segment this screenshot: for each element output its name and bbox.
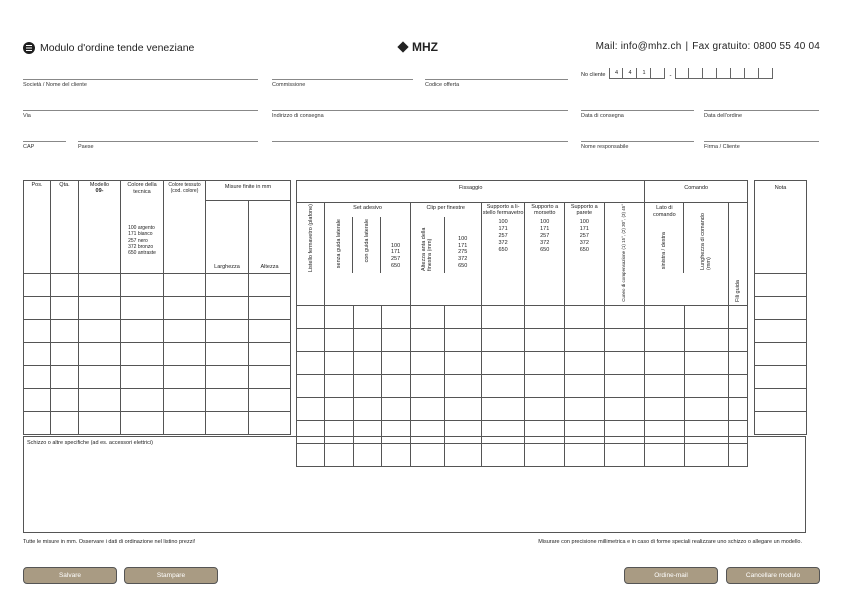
cap-label: CAP: [23, 144, 35, 150]
table-cell[interactable]: [525, 397, 565, 420]
table-row: [24, 320, 291, 343]
code-item: 100: [579, 219, 589, 226]
client-digit[interactable]: [759, 68, 773, 79]
table-cell[interactable]: [121, 389, 164, 412]
title-text: Modulo d'ordine tende veneziane: [40, 42, 195, 54]
table-cell[interactable]: [164, 297, 206, 320]
client-digit[interactable]: [717, 68, 731, 79]
table-cell[interactable]: [525, 374, 565, 397]
set-adesivo-label: Set adesivo: [353, 205, 382, 211]
via-field[interactable]: [23, 110, 258, 111]
supporto-parete-header: [565, 203, 605, 306]
nome-responsabile-field[interactable]: [581, 141, 694, 142]
misure-label: Misure finite in mm: [206, 181, 290, 201]
nota-header: Nota: [755, 181, 807, 274]
code-item: 171: [458, 242, 468, 249]
table-cell[interactable]: [121, 297, 164, 320]
footer-left-note: Tutte le misure in mm. Osservare i dati di ordinazione nel listino prezzi!: [23, 539, 196, 545]
table-cell[interactable]: [604, 328, 645, 351]
fili-label: Fili guida: [734, 279, 741, 302]
table-cell[interactable]: [728, 328, 747, 351]
code-item: 372: [498, 239, 508, 246]
codice-offerta-field[interactable]: [425, 79, 568, 80]
colori-list: [128, 225, 156, 256]
contact-separator: |: [685, 41, 689, 52]
data-ordine-field[interactable]: [704, 110, 819, 111]
order-table-nota: [754, 180, 807, 435]
altezza-anta-label: Altezza anta della finestra (mm): [421, 227, 434, 271]
client-digit[interactable]: 4: [623, 68, 637, 79]
code-item: 171: [540, 225, 550, 232]
clear-form-button[interactable]: Cancellare modulo: [726, 567, 820, 584]
via-label: Via: [23, 113, 31, 119]
table-cell[interactable]: [24, 412, 51, 435]
table-cell[interactable]: [206, 320, 249, 343]
table-cell[interactable]: [684, 351, 728, 374]
code-item: 650: [498, 246, 508, 253]
table-cell[interactable]: [325, 351, 353, 374]
codice-offerta-label: Codice offerta: [425, 82, 460, 88]
table-cell[interactable]: [755, 274, 807, 297]
table-cell[interactable]: [755, 297, 807, 320]
table-cell[interactable]: [755, 366, 807, 389]
table-cell[interactable]: [728, 397, 747, 420]
code-item: 100: [458, 235, 468, 242]
table-cell[interactable]: [206, 412, 249, 435]
code-item: 275: [458, 249, 468, 256]
qta-header: Qta.: [51, 181, 79, 274]
indirizzo-label: Indirizzo di consegna: [272, 113, 324, 119]
table-cell[interactable]: [728, 305, 747, 328]
table-cell[interactable]: [410, 374, 445, 397]
colore-tessuto-header: Colore tessuto (cod. colore): [164, 181, 206, 274]
table-cell[interactable]: [297, 305, 325, 328]
client-digit[interactable]: [745, 68, 759, 79]
table-cell[interactable]: [525, 351, 565, 374]
table-cell[interactable]: [353, 351, 381, 374]
modello-label: Modello: [89, 182, 110, 188]
table-cell[interactable]: [325, 397, 353, 420]
table-cell[interactable]: [410, 351, 445, 374]
clip-codes: [458, 236, 467, 270]
logo-text: MHZ: [412, 40, 438, 54]
table-cell[interactable]: [164, 320, 206, 343]
table-cell[interactable]: [206, 389, 249, 412]
supporto-listello-codes: [498, 219, 507, 253]
data-ordine-label: Data dell'ordine: [704, 113, 743, 119]
table-cell[interactable]: [249, 366, 291, 389]
code-item: 100: [390, 242, 401, 249]
code-item: 257: [498, 232, 508, 239]
table-cell[interactable]: [565, 328, 605, 351]
sinistra-label: sinistra / destra: [661, 231, 668, 269]
table-cell[interactable]: [121, 320, 164, 343]
table-cell[interactable]: [604, 305, 645, 328]
table-cell[interactable]: [79, 297, 121, 320]
table-cell[interactable]: [121, 343, 164, 366]
code-item: 372: [458, 256, 468, 263]
table-cell[interactable]: [249, 343, 291, 366]
colore-tecnica-label: Colore della tecnica: [127, 182, 157, 195]
table-cell[interactable]: [565, 305, 605, 328]
table-cell[interactable]: [481, 397, 525, 420]
pos-header: Pos.: [24, 181, 51, 274]
table-cell[interactable]: [382, 351, 410, 374]
data-consegna-label: Data di consegna: [581, 113, 624, 119]
table-cell[interactable]: [728, 374, 747, 397]
table-row: [297, 328, 748, 351]
footer-right-note: Misurare con precisione millimetrica e in caso di forme speciali realizzare uno schizzo o allegare un modello.: [538, 539, 802, 545]
altezza-header: Altezza: [260, 264, 279, 270]
colore-item: 257 nero: [128, 237, 148, 244]
code-item: 650: [390, 263, 401, 270]
table-cell[interactable]: [481, 374, 525, 397]
code-item: 257: [579, 232, 589, 239]
table-cell[interactable]: [164, 366, 206, 389]
table-cell[interactable]: [525, 328, 565, 351]
table-cell[interactable]: [382, 305, 410, 328]
table-cell[interactable]: [604, 397, 645, 420]
modello-prefix: 09-: [95, 188, 104, 194]
modello-header: [79, 181, 121, 274]
code-item: 650: [540, 246, 550, 253]
table-cell[interactable]: [249, 389, 291, 412]
supporto-morsetto-codes: [540, 219, 549, 253]
table-row: [24, 366, 291, 389]
table-cell[interactable]: [382, 374, 410, 397]
table-cell[interactable]: [24, 389, 51, 412]
table-row: [755, 366, 807, 389]
paese-label: Paese: [78, 144, 94, 150]
table-cell[interactable]: [353, 397, 381, 420]
table-cell[interactable]: [445, 397, 482, 420]
table-cell[interactable]: [51, 320, 79, 343]
client-digit[interactable]: [651, 68, 665, 79]
table-cell[interactable]: [206, 297, 249, 320]
nome-responsabile-label: Nome responsabile: [581, 144, 629, 150]
table-cell[interactable]: [684, 374, 728, 397]
supporto-morsetto-header: [525, 203, 565, 306]
table-cell[interactable]: [164, 412, 206, 435]
table-cell[interactable]: [164, 274, 206, 297]
code-item: 171: [498, 225, 508, 232]
colore-item: 372 bronzo: [128, 243, 154, 250]
table-cell[interactable]: [121, 412, 164, 435]
table-cell[interactable]: [382, 328, 410, 351]
table-row: [755, 412, 807, 435]
con-guida-label: con guida laterale: [363, 219, 370, 263]
table-cell[interactable]: [297, 328, 325, 351]
table-cell[interactable]: [353, 305, 381, 328]
table-cell[interactable]: [645, 328, 685, 351]
fili-header: [728, 203, 747, 306]
supporto-morsetto-label: Supporto a morsetto: [531, 204, 559, 217]
table-cell[interactable]: [206, 343, 249, 366]
table-cell[interactable]: [565, 374, 605, 397]
table-cell[interactable]: [410, 397, 445, 420]
cap-field[interactable]: [23, 141, 66, 142]
table-cell[interactable]: [24, 297, 51, 320]
table-row: [297, 351, 748, 374]
fissaggio-header: Fissaggio: [297, 181, 645, 203]
supporto-parete-codes: [580, 219, 589, 253]
listello-header: [297, 203, 325, 306]
table-row: [755, 389, 807, 412]
table-cell[interactable]: [325, 374, 353, 397]
comando-header: Comando: [645, 181, 748, 203]
table-cell[interactable]: [206, 274, 249, 297]
client-digit[interactable]: 4: [609, 68, 623, 79]
cuneo-label: Cuneo di compensazione (1) 15°, (2) 30°, (3) 45°: [621, 204, 626, 302]
client-digit[interactable]: 1: [637, 68, 651, 79]
supporto-parete-label: Supporto a parete: [570, 204, 598, 217]
table-cell[interactable]: [121, 274, 164, 297]
lato-label: Lato di comando: [653, 205, 676, 218]
code-item: 100: [540, 219, 550, 226]
client-digit[interactable]: [703, 68, 717, 79]
client-digit[interactable]: [731, 68, 745, 79]
paese-field[interactable]: [78, 141, 258, 142]
company-logo: [399, 40, 438, 54]
table-row: [24, 343, 291, 366]
table-row: [755, 274, 807, 297]
sketch-area[interactable]: [23, 436, 806, 533]
table-cell[interactable]: [79, 412, 121, 435]
table-row: [297, 397, 748, 420]
save-button[interactable]: Salvare: [23, 567, 117, 584]
table-row: [24, 412, 291, 435]
table-cell[interactable]: [297, 374, 325, 397]
table-cell[interactable]: [121, 366, 164, 389]
cuneo-header: [604, 203, 645, 306]
table-row: [755, 297, 807, 320]
table-cell[interactable]: [164, 343, 206, 366]
larghezza-header: Larghezza: [206, 201, 249, 273]
table-cell[interactable]: [382, 397, 410, 420]
senza-guida-label: senza guida laterale: [335, 219, 342, 269]
table-cell[interactable]: [325, 328, 353, 351]
table-cell[interactable]: [24, 366, 51, 389]
table-cell[interactable]: [51, 297, 79, 320]
table-cell[interactable]: [249, 297, 291, 320]
client-number: [581, 68, 773, 79]
code-item: 257: [390, 256, 401, 263]
code-item: 100: [498, 219, 508, 226]
order-mail-button[interactable]: Ordine-mail: [624, 567, 718, 584]
table-cell[interactable]: [51, 389, 79, 412]
table-cell[interactable]: [79, 320, 121, 343]
table-cell[interactable]: [353, 328, 381, 351]
table-cell[interactable]: [755, 343, 807, 366]
lato-header: [645, 203, 728, 306]
table-cell[interactable]: [249, 320, 291, 343]
table-cell[interactable]: [565, 351, 605, 374]
colore-item: 100 argento: [128, 225, 155, 232]
set-adesivo-header: [325, 203, 410, 306]
client-digit[interactable]: [689, 68, 703, 79]
table-cell[interactable]: [645, 374, 685, 397]
table-cell[interactable]: [79, 389, 121, 412]
code-item: 650: [458, 263, 468, 270]
sketch-label: Schizzo o altre specifiche (ad es. accessori elettrici): [27, 440, 153, 446]
firma-label: Firma / Cliente: [704, 144, 740, 150]
code-item: 171: [390, 249, 401, 256]
mail-text: Mail: info@mhz.ch: [595, 41, 682, 52]
table-cell[interactable]: [481, 305, 525, 328]
code-item: 171: [579, 225, 589, 232]
table-cell[interactable]: [79, 343, 121, 366]
code-item: 257: [540, 232, 550, 239]
table-cell[interactable]: [24, 320, 51, 343]
data-consegna-field[interactable]: [581, 110, 694, 111]
set-adesivo-codes: [391, 243, 400, 271]
table-cell[interactable]: [684, 305, 728, 328]
table-cell[interactable]: [755, 389, 807, 412]
table-cell[interactable]: [481, 351, 525, 374]
table-cell[interactable]: [604, 351, 645, 374]
table-cell[interactable]: [684, 328, 728, 351]
table-cell[interactable]: [51, 343, 79, 366]
table-cell[interactable]: [51, 274, 79, 297]
table-row: [755, 320, 807, 343]
table-cell[interactable]: [249, 412, 291, 435]
print-button[interactable]: Stampare: [124, 567, 218, 584]
lunghezza-label: Lunghezza di comando (mm): [699, 213, 712, 270]
indirizzo-field[interactable]: [272, 110, 568, 111]
order-table-main: [23, 180, 291, 435]
table-cell[interactable]: [24, 343, 51, 366]
table-row: [24, 389, 291, 412]
table-cell[interactable]: [353, 374, 381, 397]
table-cell[interactable]: [206, 366, 249, 389]
supporto-listello-header: [481, 203, 525, 306]
order-table-fissaggio: [296, 180, 748, 467]
societa-field[interactable]: [23, 79, 258, 80]
table-cell[interactable]: [297, 351, 325, 374]
commissione-field[interactable]: [272, 79, 413, 80]
page-title: [23, 42, 194, 54]
colore-item: 171 bianco: [128, 231, 153, 238]
client-digit[interactable]: [675, 68, 689, 79]
clip-header: [410, 203, 481, 306]
table-cell[interactable]: [645, 397, 685, 420]
clip-label: Clip per finestre: [426, 205, 465, 211]
diamond-icon: [397, 41, 408, 52]
societa-label: Società / Nome del cliente: [23, 82, 87, 88]
fax-text: Fax gratuito: 0800 55 40 04: [692, 41, 820, 52]
table-cell[interactable]: [445, 374, 482, 397]
table-cell[interactable]: [755, 320, 807, 343]
table-cell[interactable]: [728, 351, 747, 374]
table-row: [755, 343, 807, 366]
table-cell[interactable]: [410, 328, 445, 351]
table-row: [297, 305, 748, 328]
commissione-label: Commissione: [272, 82, 306, 88]
table-cell[interactable]: [325, 305, 353, 328]
table-cell[interactable]: [645, 305, 685, 328]
table-cell[interactable]: [445, 328, 482, 351]
firma-field[interactable]: [704, 141, 819, 142]
table-cell[interactable]: [79, 274, 121, 297]
table-cell[interactable]: [684, 397, 728, 420]
table-cell[interactable]: [445, 351, 482, 374]
table-row: [297, 374, 748, 397]
client-number-dash: -: [669, 73, 672, 79]
indirizzo-field-2[interactable]: [272, 141, 568, 142]
table-cell[interactable]: [410, 305, 445, 328]
table-cell[interactable]: [525, 305, 565, 328]
table-cell[interactable]: [445, 305, 482, 328]
misure-header: [206, 181, 291, 274]
menu-icon[interactable]: [23, 42, 35, 54]
code-item: 372: [540, 239, 550, 246]
table-cell[interactable]: [79, 366, 121, 389]
table-cell[interactable]: [565, 397, 605, 420]
table-cell[interactable]: [604, 374, 645, 397]
colore-tecnica-header: [121, 181, 164, 274]
table-cell[interactable]: [164, 389, 206, 412]
table-cell[interactable]: [297, 397, 325, 420]
table-cell[interactable]: [481, 328, 525, 351]
colore-item: 650 antraste: [128, 250, 156, 257]
table-cell[interactable]: [645, 351, 685, 374]
code-item: 650: [579, 246, 589, 253]
table-cell[interactable]: [24, 274, 51, 297]
table-cell[interactable]: [51, 366, 79, 389]
code-item: 372: [579, 239, 589, 246]
table-row: [24, 297, 291, 320]
listello-label: Listello fermavetro (plafone): [307, 204, 314, 273]
table-cell[interactable]: [249, 274, 291, 297]
table-cell[interactable]: [755, 412, 807, 435]
client-number-label: No cliente: [581, 72, 606, 78]
table-row: [24, 274, 291, 297]
table-cell[interactable]: [51, 412, 79, 435]
contact-info: [596, 41, 820, 52]
supporto-listello-label: Supporto a li-stello fermavetro: [482, 204, 524, 217]
